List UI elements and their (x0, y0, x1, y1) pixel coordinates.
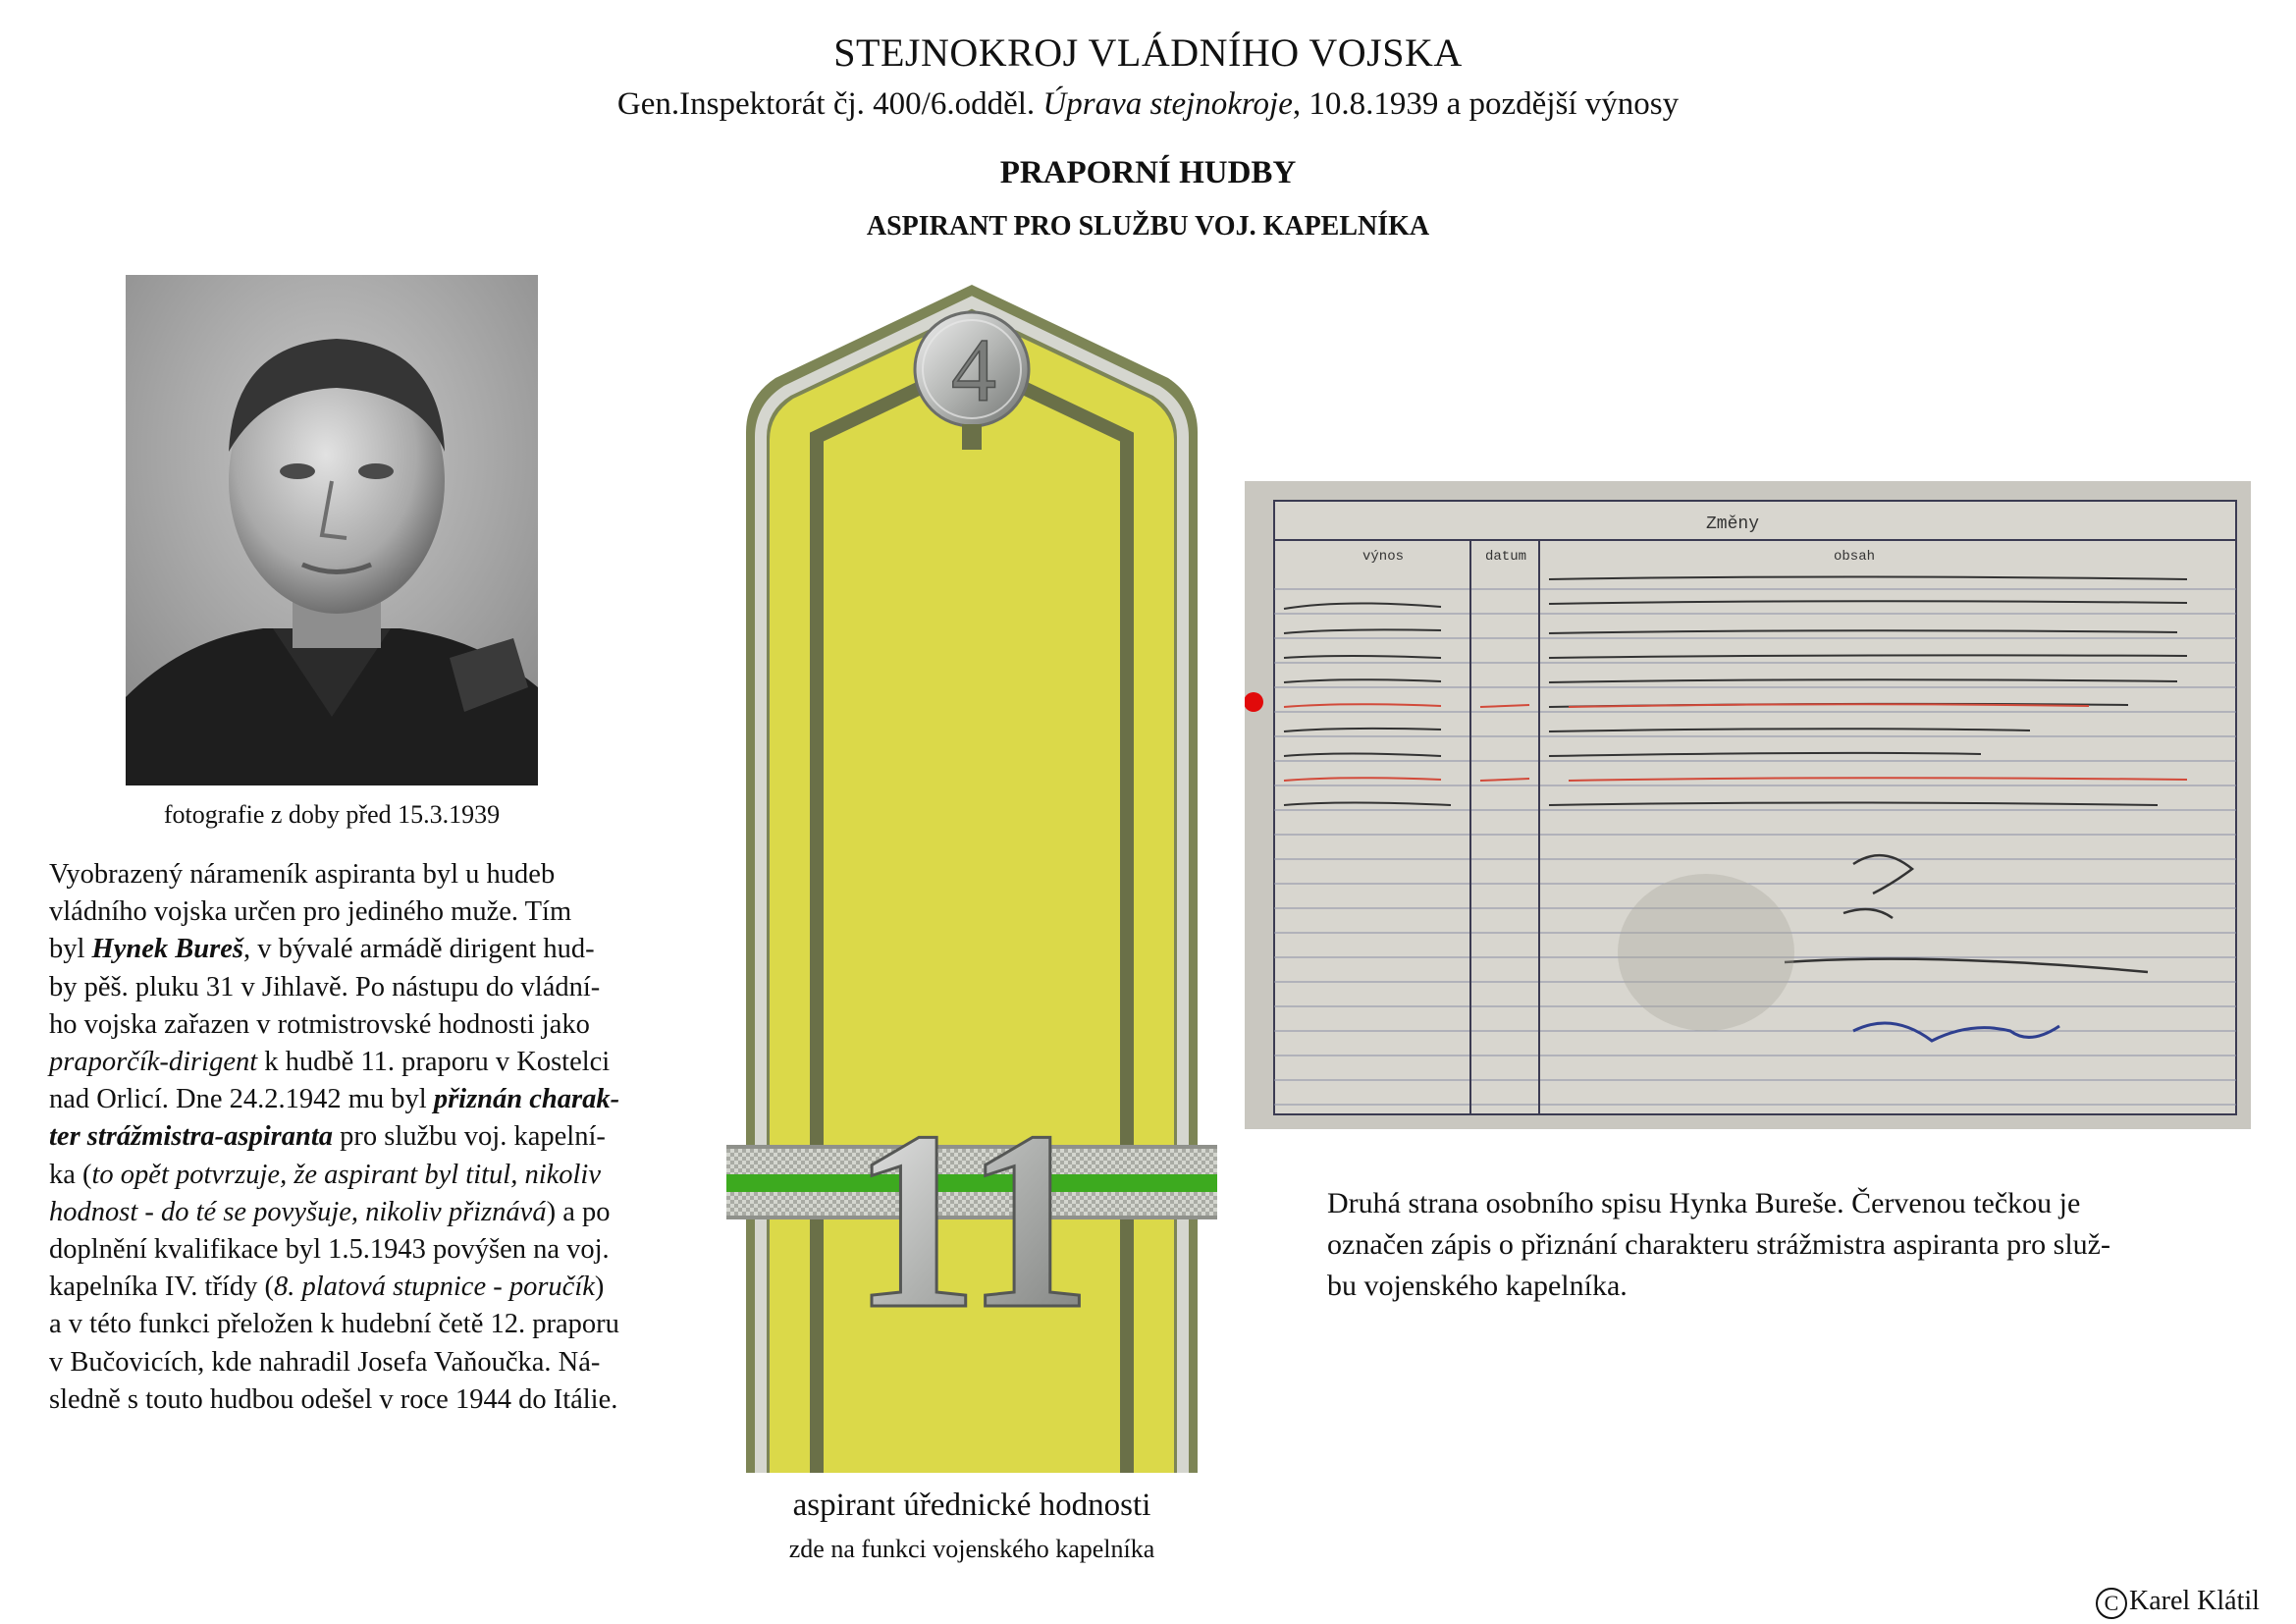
record-card (1245, 481, 2251, 1129)
subtitle-prefix: Gen.Inspektorát čj. 400/6.odděl. (616, 86, 1043, 122)
biography-text (49, 856, 663, 1419)
strap-caption: aspirant úřednické hodnosti (792, 1488, 1151, 1523)
portrait-photo (126, 275, 538, 785)
page-subtitle (0, 86, 2296, 123)
page-title: STEJNOKROJ VLÁDNÍHO VOJSKA (833, 30, 1463, 75)
strap-subcaption: zde na funkci vojenského kapelníka (788, 1535, 1155, 1563)
section-heading: PRAPORNÍ HUDBY (999, 155, 1297, 190)
bio-line: hodnost - do té se povyšuje, nikoliv přiznává) a po (49, 1196, 611, 1227)
copyright-notice (2096, 1586, 2260, 1619)
unit-number: 11 (851, 1079, 1093, 1362)
bio-line: by pěš. pluku 31 v Jihlavě. Po nástupu do vládní- (49, 971, 601, 1002)
section-subheading: ASPIRANT PRO SLUŽBU VOJ. KAPELNÍKA (866, 211, 1430, 242)
bio-line: doplnění kvalifikace byl 1.5.1943 povýšen na voj. (49, 1234, 610, 1266)
bio-line: ter strážmistra-aspiranta pro službu voj. kapelní- (49, 1121, 606, 1153)
card-caption-line: označen zápis o přiznání charakteru strážmistra aspiranta pro služ- (1327, 1228, 2110, 1261)
bio-line: Vyobrazený nárameník aspiranta byl u hudeb (49, 859, 556, 890)
bio-line: praporčík-dirigent k hudbě 11. praporu v Kostelci (49, 1047, 611, 1078)
portrait-caption: fotografie z doby před 15.3.1939 (163, 800, 501, 829)
bio-line: byl Hynek Bureš, v bývalé armádě dirigent hud- (49, 934, 595, 965)
bio-name-emphasis: Hynek Bureš (91, 934, 243, 965)
card-caption (1327, 1183, 2211, 1307)
copyright-icon: C (2096, 1588, 2127, 1619)
card-col-datum: datum (1485, 549, 1527, 565)
card-col-vynos: výnos (1362, 549, 1405, 565)
bio-line: sledně s touto hudbou odešel v roce 1944 do Itálie. (49, 1383, 618, 1415)
bio-line: ka (to opět potvrzuje, že aspirant byl titul, nikoliv (49, 1159, 601, 1190)
subtitle-italic: Úprava stejnokroje (1042, 86, 1293, 122)
bio-line: v Bučovicích, kde nahradil Josefa Vaňoučka. Ná- (49, 1346, 601, 1378)
bio-line: kapelníka IV. třídy (8. platová stupnice - poručík) (49, 1272, 605, 1303)
card-col-obsah: obsah (1834, 549, 1876, 565)
card-caption-line: bu vojenského kapelníka. (1327, 1270, 1628, 1302)
bio-line: a v této funkci přeložen k hudební četě 12. praporu (49, 1309, 619, 1340)
card-header: Změny (1706, 514, 1760, 534)
portrait-image (126, 275, 538, 785)
bio-line: ho vojska zařazen v rotmistrovské hodnosti jako (49, 1008, 590, 1040)
bio-line: nad Orlicí. Dne 24.2.1942 mu byl přiznán charak- (49, 1084, 620, 1115)
shoulder-strap (726, 285, 1217, 1483)
record-card-image (1245, 481, 2251, 1129)
button-number: 4 (951, 320, 996, 420)
bio-line: vládního vojska určen pro jediného muže. Tím (49, 896, 572, 928)
copyright-author: Karel Klátil (2129, 1586, 2260, 1616)
card-caption-line: Druhá strana osobního spisu Hynka Bureše. Červenou tečkou je (1327, 1187, 2081, 1219)
subtitle-suffix: , 10.8.1939 a pozdější výnosy (1292, 86, 1680, 122)
shoulder-strap-image (726, 285, 1217, 1483)
